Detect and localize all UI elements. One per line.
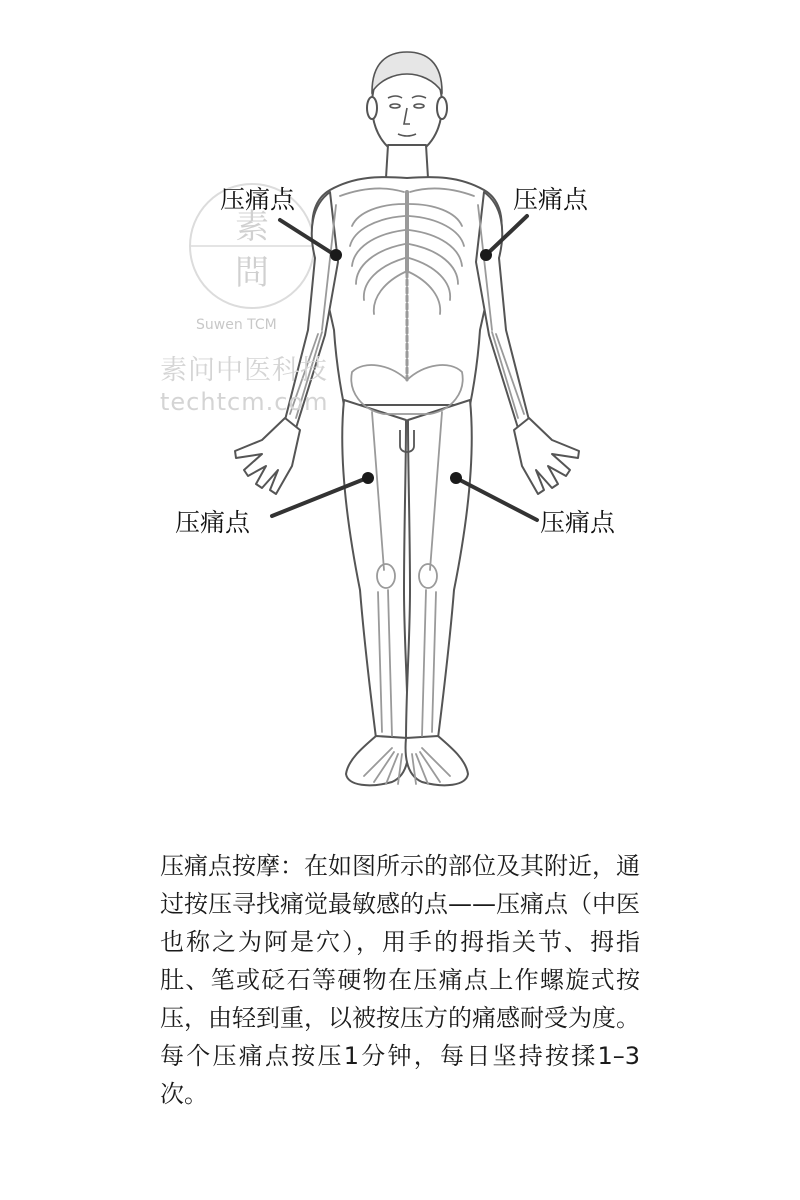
callout-label-lower-left: 压痛点 xyxy=(175,508,251,537)
watermark-brand: Suwen TCM xyxy=(196,317,277,333)
left-ear xyxy=(367,97,377,119)
body-outline xyxy=(235,55,579,785)
right-arm xyxy=(476,192,529,428)
callout-label-upper-right: 压痛点 xyxy=(513,185,589,214)
neck xyxy=(386,145,428,178)
watermark-chinese: 素问中医科技 xyxy=(160,355,328,386)
right-ear xyxy=(437,97,447,119)
seal-bottom-glyph: 問 xyxy=(235,253,269,293)
seal-top-glyph: 素 xyxy=(235,207,269,247)
caption-text: 压痛点按摩：在如图所示的部位及其附近，通过按压寻找痛觉最敏感的点——压痛点（中医也称之为阿是穴），用手的拇指关节、拇指肚、笔或砭石等硬物在压痛点上作螺旋式按压，由轻到重，以被按压方的痛感耐受为度。每个压痛点按压1分钟，每日坚持按揉1–3次。 xyxy=(160,852,640,1108)
pressure-point-upper-right xyxy=(480,249,492,261)
pressure-point-upper-left xyxy=(330,249,342,261)
watermark-url: techtcm.com xyxy=(160,388,329,416)
callout-label-upper-left: 压痛点 xyxy=(220,185,296,214)
left-hand xyxy=(235,418,300,494)
pressure-point-lower-left xyxy=(362,472,374,484)
pressure-point-lower-right xyxy=(450,472,462,484)
right-hand xyxy=(514,418,579,494)
callout-label-lower-right: 压痛点 xyxy=(540,508,616,537)
